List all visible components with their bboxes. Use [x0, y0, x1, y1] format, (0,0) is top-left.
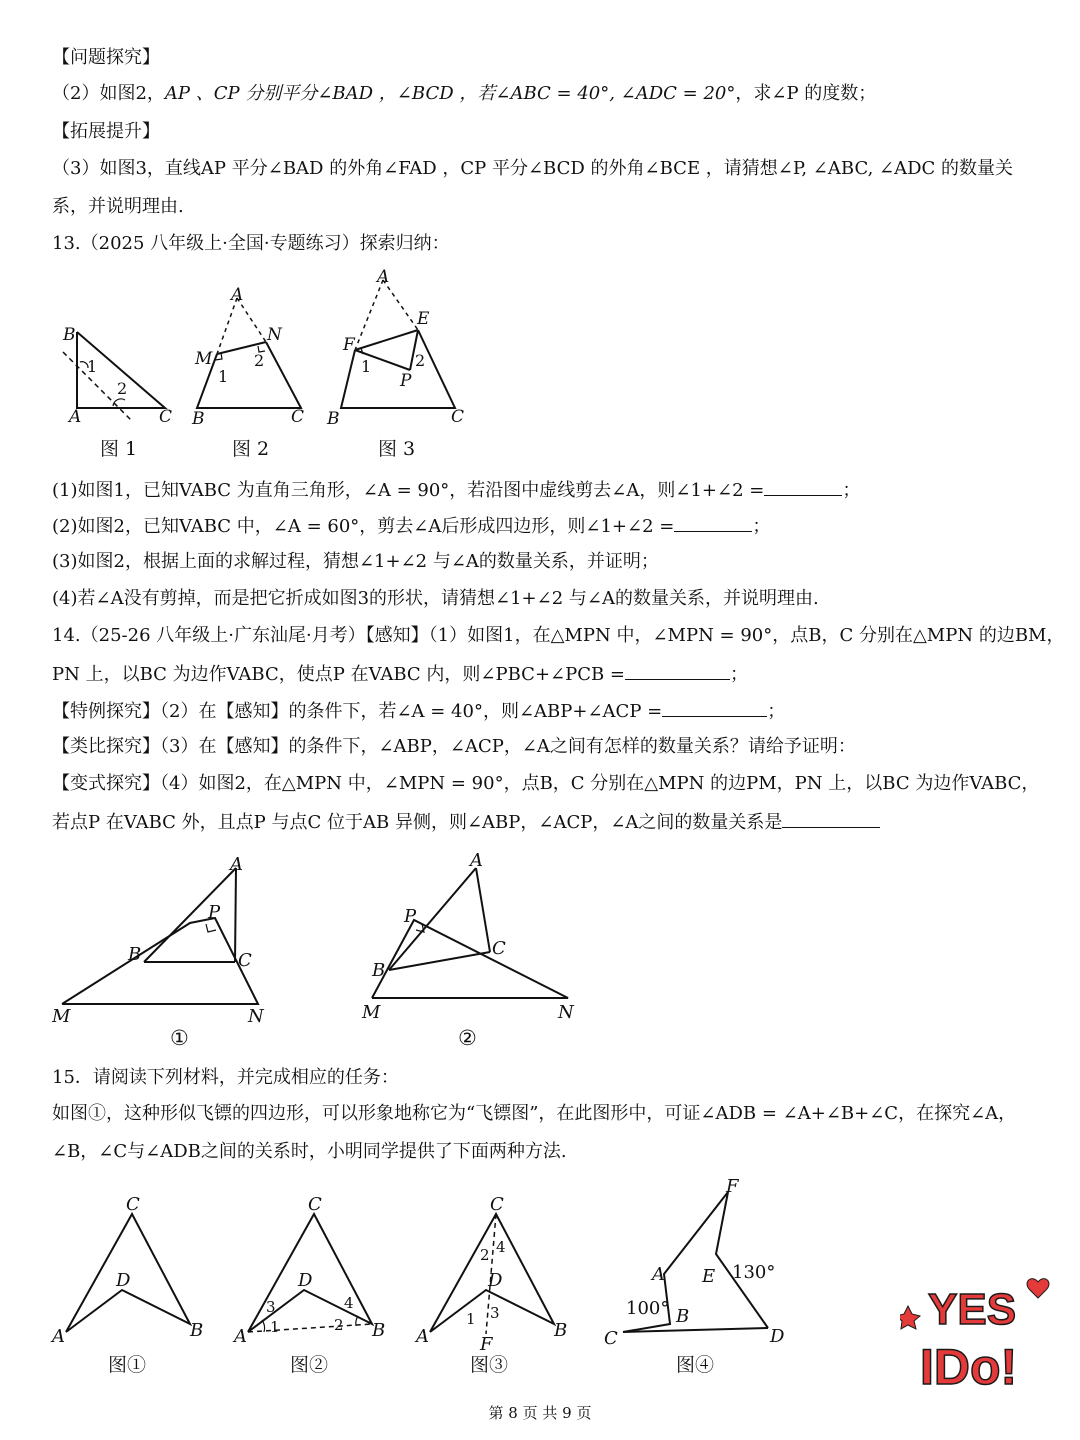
p13f2-label-A: A — [231, 285, 244, 305]
p13f3-label-C: C — [451, 407, 465, 427]
question-2: （2）如图2，AP 、CP 分别平分∠BAD ，∠BCD ，若∠ABC = 40°, ∠ADC = 20°，求∠P 的度数； — [52, 83, 877, 104]
p15f3-label-D: D — [488, 1270, 503, 1291]
p14-line-6: 若点P 在VABC 外，且点P 与点C 位于AB 异侧，则∠ABP，∠ACP，∠A之间的数量关系是 — [52, 809, 880, 835]
p13f2-label-M: M — [195, 349, 213, 369]
p15f3-label-C: C — [490, 1194, 504, 1215]
p14-caption-2: ② — [458, 1026, 477, 1050]
p13f1-label-B: B — [63, 325, 76, 345]
p13f2-label-C: C — [291, 407, 305, 427]
p14-figure-2 — [372, 868, 568, 998]
p15f3-label-3: 3 — [490, 1304, 500, 1322]
p13f1-label-A: A — [69, 407, 82, 427]
p15f4-label-C: C — [604, 1328, 618, 1349]
p13f3-label-2: 2 — [415, 351, 426, 370]
p15f2-label-C: C — [308, 1194, 322, 1215]
p13-question-4: (4)若∠A没有剪掉，而是把它折成如图3的形状，请猜想∠1+∠2 与∠A的数量关系，并说明理由. — [52, 588, 819, 609]
p14f1-label-N: N — [248, 1006, 264, 1027]
p15-line-2: ∠B，∠C与∠ADB之间的关系时，小明同学提供了下面两种方法. — [52, 1141, 567, 1162]
sticker-ido: IDo! — [920, 1339, 1018, 1395]
p13f3-label-A: A — [377, 267, 390, 287]
p15f4-label-F: F — [726, 1176, 739, 1197]
p13-question-2: (2)如图2，已知VABC 中，∠A = 60°，剪去∠A后形成四边形，则∠1+∠2 = ； — [52, 513, 770, 539]
p15f4-label-E: E — [702, 1266, 716, 1287]
p14-line-1: 14.（25-26 八年级上·广东汕尾·月考）【感知】（1）如图1，在△MPN 中，∠MPN = 90°，点B，C 分别在△MPN 的边BM， — [52, 625, 1065, 646]
p15f2-label-D: D — [298, 1270, 313, 1291]
p13-figure-3 — [341, 280, 455, 408]
p14f2-label-P: P — [404, 906, 417, 927]
p14-figure-1 — [62, 868, 258, 1004]
p15f3-label-2: 2 — [480, 1246, 490, 1264]
p15-caption-2: 图② — [290, 1354, 329, 1376]
problem-13-heading: 13.（2025 八年级上·全国·专题练习）探索归纳： — [52, 233, 450, 254]
p15f4-label-B: B — [676, 1306, 690, 1327]
p13f2-label-1: 1 — [218, 367, 229, 386]
p13f2-label-2: 2 — [254, 351, 265, 370]
p13f3-label-1: 1 — [361, 357, 372, 376]
p14-caption-1: ① — [170, 1026, 189, 1050]
p13-caption-3: 图 3 — [378, 438, 416, 460]
p14f1-label-M: M — [52, 1006, 71, 1027]
p15f4-label-D: D — [770, 1326, 785, 1347]
p14f2-label-A: A — [470, 850, 483, 871]
p14f2-label-B: B — [372, 960, 386, 981]
p15-line-1: 如图①，这种形似飞镖的四边形，可以形象地称它为“飞镖图”，在此图形中，可证∠ADB = ∠A+∠B+∠C，在探究∠A， — [52, 1103, 1017, 1124]
sticker-yes: YES — [928, 1285, 1017, 1334]
p14f2-label-M: M — [362, 1002, 381, 1023]
p14-line-4: 【类比探究】（3）在【感知】的条件下，∠ABP，∠ACP，∠A之间有怎样的数量关系？请给予证明： — [52, 736, 856, 757]
p15f3-label-A: A — [416, 1326, 429, 1347]
section-heading-problem-explore: 【问题探究】 — [52, 47, 160, 68]
p13f3-label-F: F — [343, 335, 355, 355]
p14-line-2: PN 上，以BC 为边作VABC，使点P 在VABC 内，则∠PBC+∠PCB = ； — [52, 661, 748, 687]
p15f1-label-A: A — [52, 1326, 65, 1347]
p15f3-label-4: 4 — [496, 1238, 506, 1256]
question-3-line1: （3）如图3，直线AP 平分∠BAD 的外角∠FAD ，CP 平分∠BCD 的外角∠BCE ，请猜想∠P, ∠ABC, ∠ADC 的数量关 — [52, 158, 1014, 179]
sticker-flower-icon — [1027, 1279, 1049, 1298]
p15f2-label-4: 4 — [344, 1294, 354, 1312]
p15f2-label-1: 1 — [270, 1318, 280, 1336]
p14-line-3: 【特例探究】（2）在【感知】的条件下，若∠A = 40°，则∠ABP+∠ACP = ； — [52, 698, 785, 724]
p13f3-label-B: B — [327, 409, 340, 429]
p15f2-label-B: B — [372, 1320, 386, 1341]
p13-caption-2: 图 2 — [232, 438, 270, 460]
p13f1-label-C: C — [159, 407, 173, 427]
problem-15-figures — [40, 1170, 800, 1380]
p13f1-label-1: 1 — [87, 357, 98, 376]
p14f1-label-C: C — [238, 950, 252, 971]
p15f3-label-F: F — [480, 1334, 493, 1355]
page-footer: 第 8 页 共 9 页 — [488, 1404, 592, 1422]
p15f1-label-B: B — [190, 1320, 204, 1341]
p13f3-label-E: E — [417, 309, 430, 329]
p13-figure-2 — [197, 298, 301, 408]
p15f4-angle-100: 100° — [626, 1298, 670, 1319]
p15-caption-4: 图④ — [676, 1354, 715, 1376]
p15f2-label-3: 3 — [266, 1298, 276, 1316]
p13f2-label-N: N — [267, 325, 282, 345]
yes-i-do-sticker — [900, 1262, 1060, 1412]
p14f1-label-A: A — [230, 854, 243, 875]
p13f2-label-B: B — [192, 409, 205, 429]
p14-line-5: 【变式探究】（4）如图2，在△MPN 中，∠MPN = 90°，点B，C 分别在△MPN 的边PM，PN 上，以BC 为边作VABC， — [52, 773, 1040, 794]
p14f1-label-B: B — [128, 944, 142, 965]
problem-14-figures — [40, 848, 600, 1053]
p13-question-1: (1)如图1，已知VABC 为直角三角形，∠A = 90°，若沿图中虚线剪去∠A，则∠1+∠2 = ； — [52, 477, 860, 503]
p15f4-angle-130: 130° — [732, 1262, 776, 1283]
question-3-line2: 系，并说明理由. — [52, 196, 184, 217]
p15-caption-1: 图① — [108, 1354, 147, 1376]
p13-caption-1: 图 1 — [100, 438, 138, 460]
sticker-star-icon — [900, 1306, 920, 1329]
p15f3-label-B: B — [554, 1320, 568, 1341]
p15f1-label-D: D — [116, 1270, 131, 1291]
p15f3-label-1: 1 — [466, 1310, 476, 1328]
p15f2-label-A: A — [234, 1326, 247, 1347]
p13f3-label-P: P — [400, 371, 412, 391]
p14f2-label-C: C — [492, 938, 506, 959]
p15-caption-3: 图③ — [470, 1354, 509, 1376]
p15f4-label-A: A — [652, 1264, 665, 1285]
section-heading-extension: 【拓展提升】 — [52, 121, 160, 142]
p15f1-label-C: C — [126, 1194, 140, 1215]
p13f1-label-2: 2 — [117, 379, 128, 398]
p14f2-label-N: N — [558, 1002, 574, 1023]
problem-13-figures — [55, 262, 495, 462]
p15f2-label-2: 2 — [334, 1316, 344, 1334]
p14f1-label-P: P — [208, 902, 221, 923]
p13-question-3: (3)如图2，根据上面的求解过程，猜想∠1+∠2 与∠A的数量关系，并证明； — [52, 551, 659, 572]
p15-heading: 15．请阅读下列材料，并完成相应的任务： — [52, 1067, 399, 1088]
